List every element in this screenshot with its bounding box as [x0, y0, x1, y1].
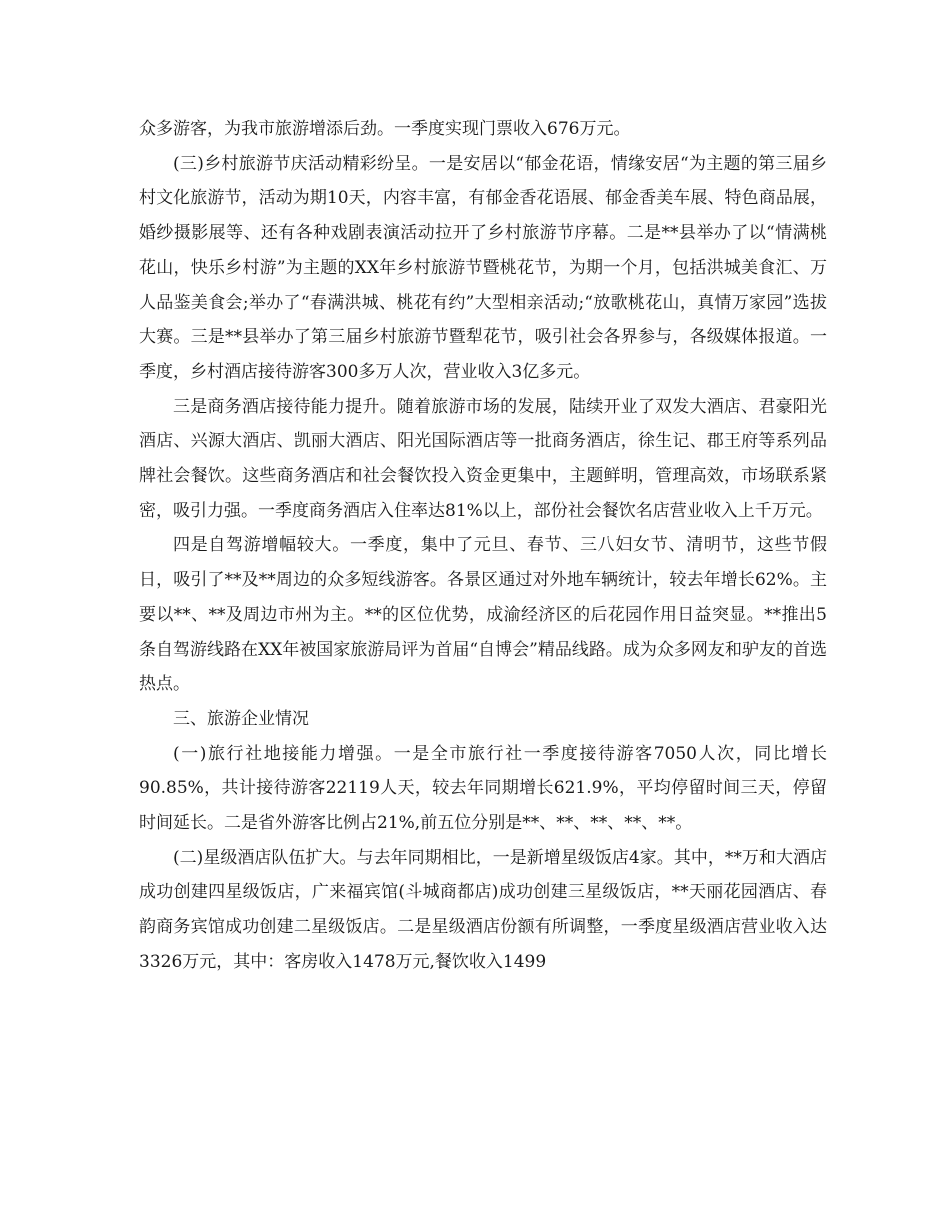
- paragraph-self-driving: 四是自驾游增幅较大。一季度，集中了元旦、春节、三八妇女节、清明节，这些节假日，吸引了**及**周边的众多短线游客。各景区通过对外地车辆统计，较去年增长62%。主要以**、**及周边市州为主。**的区位优势，成渝经济区的后花园作用日益突显。**推出5条自驾游线路在XX年被国家旅游局评为首届“自博会”精品线路。成为众多网友和驴友的首选热点。: [139, 535, 827, 695]
- paragraph-travel-agencies: (一)旅行社地接能力增强。一是全市旅行社一季度接待游客7050人次，同比增长90.85%，共计接待游客22119人天，较去年同期增长621.9%，平均停留时间三天，停留时间延长。二是省外游客比例占21%,前五位分别是**、**、**、**、**。: [139, 743, 827, 834]
- section-heading-enterprises: 三、旅游企业情况: [173, 708, 309, 729]
- paragraph-business-hotels: 三是商务酒店接待能力提升。随着旅游市场的发展，陆续开业了双发大酒店、君豪阳光酒店、兴源大酒店、凯丽大酒店、阳光国际酒店等一批商务酒店，徐生记、郡王府等系列品牌社会餐饮。这些商务酒店和社会餐饮投入资金更集中，主题鲜明，管理高效，市场联系紧密，吸引力强。一季度商务酒店入住率达81%以上，部份社会餐饮名店营业收入上千万元。: [139, 396, 827, 521]
- paragraph-star-hotels: (二)星级酒店队伍扩大。与去年同期相比，一是新增星级饭店4家。其中，**万和大酒店成功创建四星级饭店，广来福宾馆(斗城商都店)成功创建三星级饭店，**天丽花园酒店、春韵商务宾馆成功创建二星级饭店。二是星级酒店份额有所调整，一季度星级酒店营业收入达3326万元，其中：客房收入1478万元,餐饮收入1499: [139, 847, 827, 972]
- paragraph-rural-festivals: (三)乡村旅游节庆活动精彩纷呈。一是安居以“郁金花语，情缘安居“为主题的第三届乡村文化旅游节，活动为期10天，内容丰富，有郁金香花语展、郁金香美车展、特色商品展，婚纱摄影展等、还有各种戏剧表演活动拉开了乡村旅游节序幕。二是**县举办了以“情满桃花山，快乐乡村游”为主题的XX年乡村旅游节暨桃花节，为期一个月，包括洪城美食汇、万人品鉴美食会;举办了“春满洪城、桃花有约”大型相亲活动;“放歌桃花山，真情万家园”选拔大赛。三是**县举办了第三届乡村旅游节暨犁花节，吸引社会各界参与，各级媒体报道。一季度，乡村酒店接待游客300多万人次，营业收入3亿多元。: [139, 153, 827, 382]
- body-text: [139, 112, 827, 980]
- paragraph-ticket-revenue: 众多游客，为我市旅游增添后劲。一季度实现门票收入676万元。: [139, 119, 631, 139]
